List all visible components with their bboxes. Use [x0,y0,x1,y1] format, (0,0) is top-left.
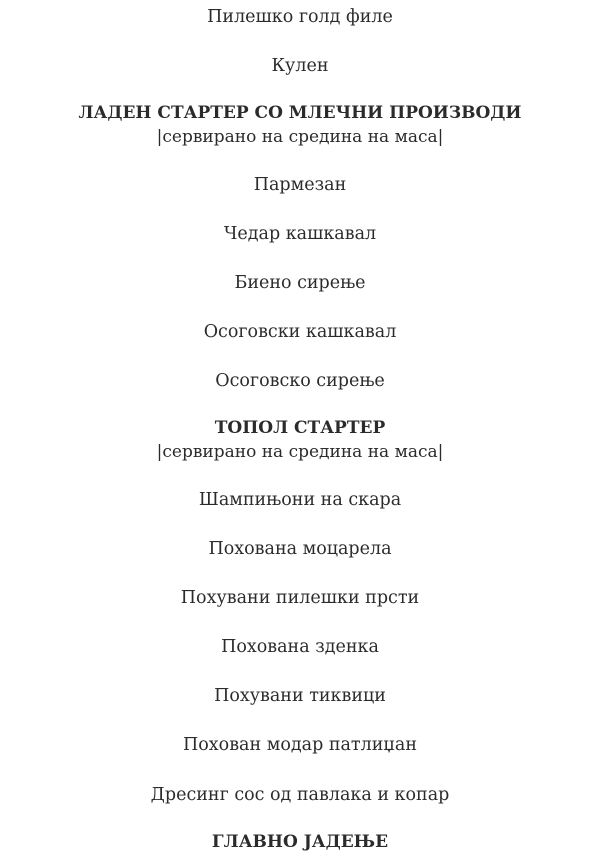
menu-item: Осоговски кашкавал [203,322,397,342]
menu-item: Похован модар патлиџан [183,735,417,755]
menu-item: Шампињони на скара [198,490,402,510]
menu-item: Похована моцарела [208,539,392,559]
section-heading-main: ГЛАВНО ЈАДЕЊЕ [211,832,389,852]
section-subtitle: |сервирано на средина на маса| [156,442,444,462]
menu-item: Чедар кашкавал [223,224,377,244]
menu-item: Кулен [271,56,329,76]
section-subtitle: |сервирано на средина на маса| [156,127,444,147]
menu-item: Пармезан [253,175,347,195]
menu-item: Биено сирење [234,273,366,293]
section-heading-hot: ТОПОЛ СТАРТЕР [214,418,386,438]
menu-item: Похувани пилешки прсти [180,588,420,608]
menu-item: Похувани тиквици [214,686,386,706]
menu-item: Пилешко голд филе [207,7,393,27]
menu-item: Похована зденка [221,637,379,657]
menu-item: Осоговско сирење [215,371,385,391]
menu-item: Дресинг сос од павлака и копар [150,785,450,805]
section-heading-cold-dairy: ЛАДЕН СТАРТЕР СО МЛЕЧНИ ПРОИЗВОДИ [78,103,522,123]
